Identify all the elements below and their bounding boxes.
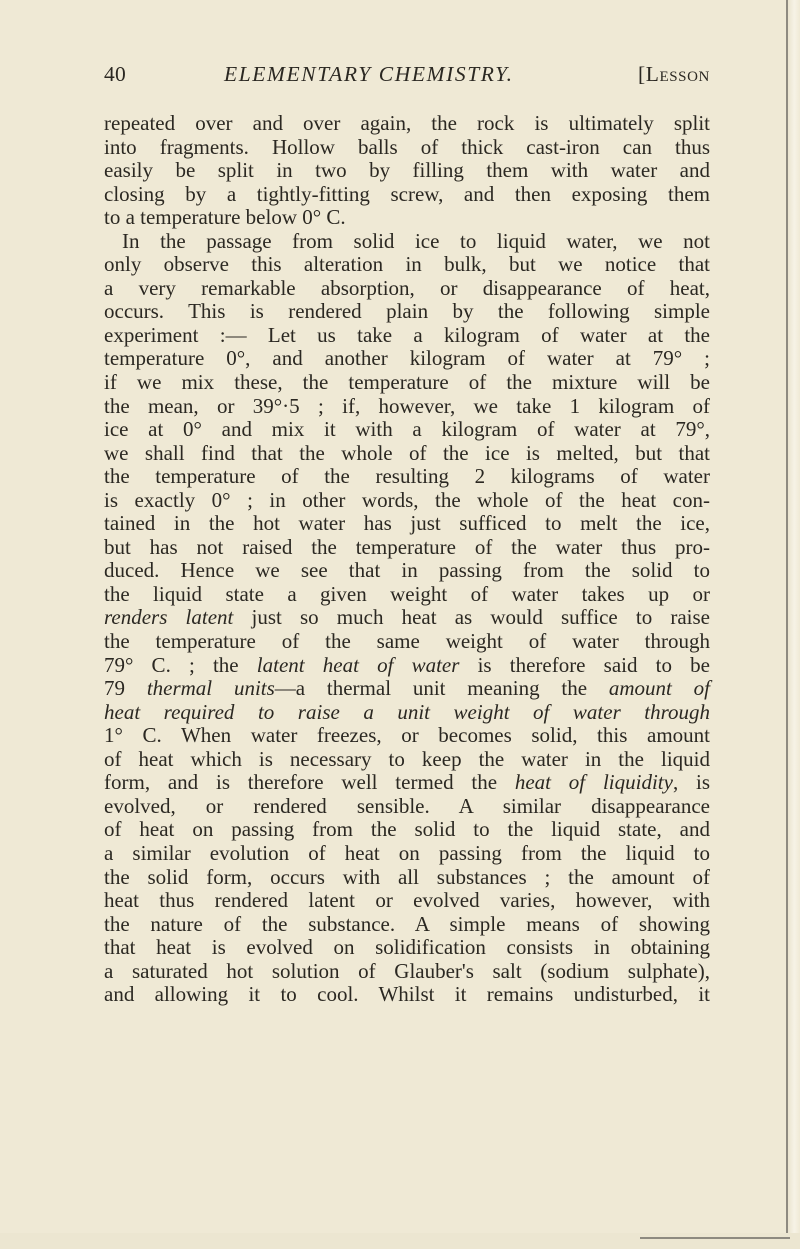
text-line: tained in the hot water has just sufficed to melt the ice, [104, 511, 710, 536]
text-line: repeated over and over again, the rock is ultimately split [104, 111, 710, 135]
bottom-page-edge [0, 1233, 800, 1249]
text-line: 1° C. When water freezes, or becomes solid, this amount [104, 723, 710, 748]
text-line: only observe this alteration in bulk, but we notice that [104, 252, 710, 277]
italic-phrase: latent heat of water [256, 652, 460, 677]
italic-phrase: renders latent [104, 605, 234, 630]
page-edge [786, 0, 800, 1249]
book-title: ELEMENTARY CHEMISTRY. [224, 62, 514, 86]
page-number: 40 [104, 62, 127, 86]
text-line: the solid form, occurs with all substances ; the amount of [104, 864, 710, 889]
text-line: the temperature of the same weight of water through [104, 629, 710, 654]
italic-phrase: heat required to raise a unit weight of water through [104, 699, 710, 724]
text-line: closing by a tightly-fitting screw, and then exposing them [104, 181, 710, 206]
text-line: evolved, or rendered sensible. A similar disappearance [104, 793, 710, 818]
text-line: the mean, or 39°·5 ; if, however, we take 1 kilogram of [104, 393, 710, 418]
text-line [104, 701, 710, 725]
body-text [104, 112, 710, 1007]
text-line: into fragments. Hollow balls of thick cast-iron can thus [104, 134, 710, 159]
text-line: and allowing it to cool. Whilst it remains undisturbed, it [104, 982, 710, 1007]
text-line: heat thus rendered latent or evolved varies, however, with [104, 888, 710, 913]
text-line: In the passage from solid ice to liquid water, we not [122, 228, 710, 253]
text-line: occurs. This is rendered plain by the following simple [104, 299, 710, 324]
section-label: [Lesson [637, 62, 710, 86]
text-line: that heat is evolved on solidification consists in obtaining [104, 935, 710, 960]
text-line: form, and is therefore well termed the heat of liquidity, is [104, 770, 710, 795]
text-line: a similar evolution of heat on passing from the liquid to [104, 840, 710, 865]
running-head [104, 62, 710, 92]
text-line: to a temperature below 0° C. [104, 205, 346, 230]
text-line: a saturated hot solution of Glauber's salt (sodium sulphate), [104, 958, 710, 983]
bottom-edge-line [640, 1237, 790, 1239]
page-edge-line [786, 0, 788, 1238]
text-line: we shall find that the whole of the ice is melted, but that [104, 440, 710, 465]
text-line: 79° C. ; the latent heat of water is therefore said to be [104, 652, 710, 677]
text-line: 79 thermal units—a thermal unit meaning the amount of [104, 676, 711, 701]
text-line: ice at 0° and mix it with a kilogram of water at 79°, [104, 417, 710, 442]
text-line: of heat on passing from the solid to the liquid state, and [104, 817, 710, 842]
text-line: is exactly 0° ; in other words, the whole of the heat con- [104, 487, 710, 512]
text-line: the temperature of the resulting 2 kilograms of water [104, 464, 710, 489]
italic-phrase: amount of [608, 676, 711, 701]
text-line: experiment :— Let us take a kilogram of water at the [104, 322, 710, 347]
text-line: duced. Hence we see that in passing from the solid to [104, 558, 710, 583]
text-line: the nature of the substance. A simple means of showing [104, 911, 710, 936]
italic-phrase: thermal units [146, 676, 275, 701]
text-line: the liquid state a given weight of water takes up or [104, 581, 710, 606]
text-line: renders latent just so much heat as would suffice to raise [104, 605, 710, 630]
text-line: temperature 0°, and another kilogram of water at 79° ; [104, 346, 710, 371]
text-line: but has not raised the temperature of the water thus pro- [104, 534, 710, 559]
italic-phrase: heat of liquidity [514, 770, 673, 795]
text-line: easily be split in two by filling them with water and [104, 158, 710, 183]
text-line: if we mix these, the temperature of the mixture will be [104, 370, 710, 395]
text-line: of heat which is necessary to keep the water in the liquid [104, 746, 710, 771]
text-line: a very remarkable absorption, or disappearance of heat, [104, 275, 710, 300]
